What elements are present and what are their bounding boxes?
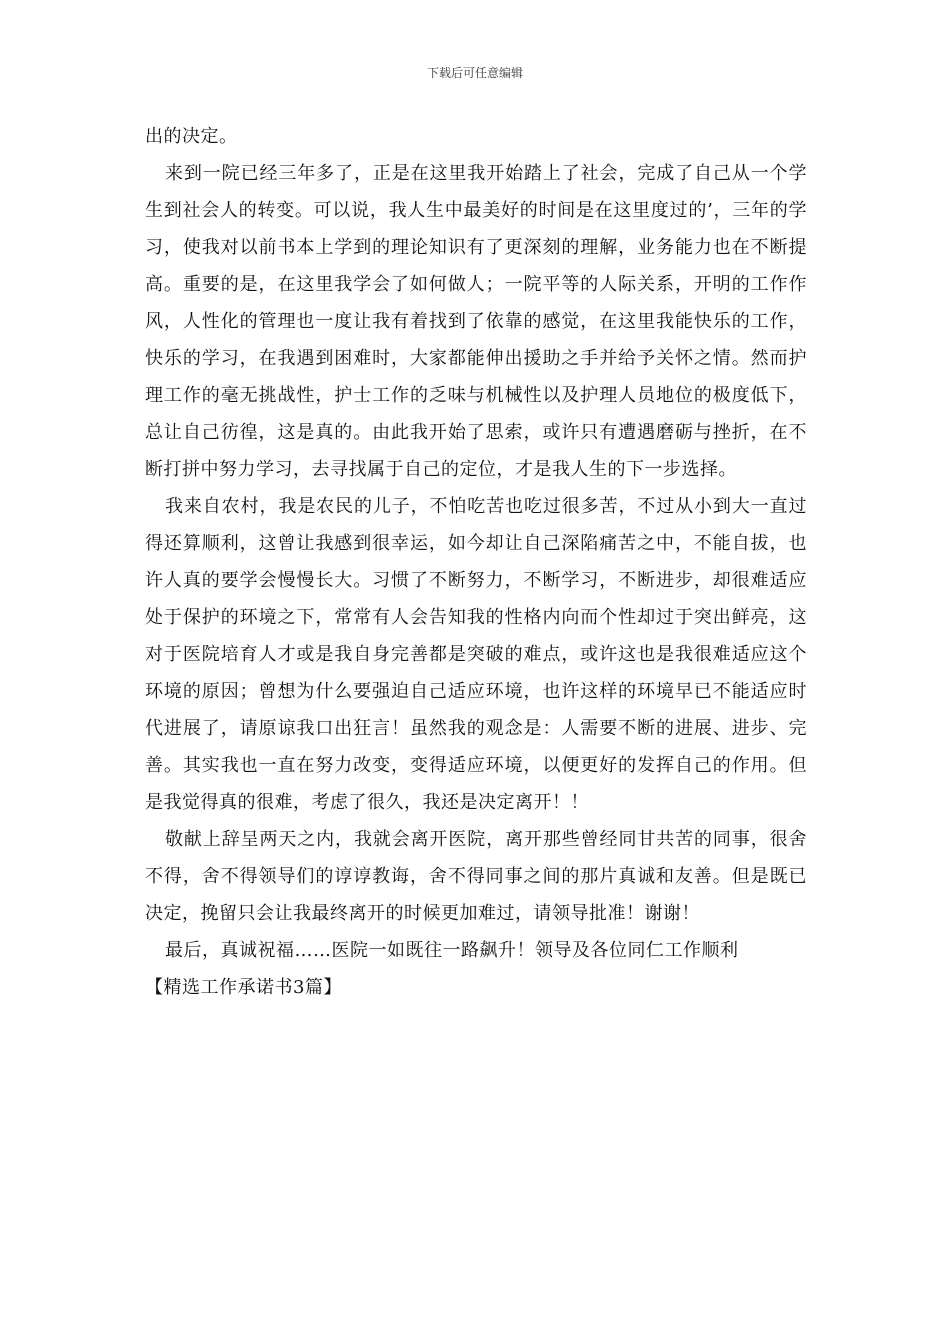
paragraph-closing-wishes: 最后，真诚祝福……医院一如既往一路飙升！领导及各位同仁工作顺利 [165,940,739,961]
paragraph-hospital-experience: 来到一院已经三年多了，正是在这里我开始踏上了社会，完成了自己从一个学生到社会人的转变。可以说，我人生中最美好的时间是在这里度过的’，三年的学习，使我对以前书本上学到的理论知识有了更深刻的理解，业务能力也在不断提高。重要的是，在这里我学会了如何做人；一院平等的人际关系，开明的工作作风，人性化的管理也一度让我有着找到了依靠的感觉，在这里我能快乐的工作，快乐的学习，在我遇到困难时，大家都能伸出援助之手并给予关怀之情。然而护理工作的毫无挑战性，护士工作的乏味与机械性以及护理人员地位的极度低下，总让自己彷徨，这是真的。由此我开始了思索，或许只有遭遇磨砺与挫折，在不断打拼中努力学习，去寻找属于自己的定位，才是我人生的下一步选择。 [145,163,807,480]
page-header-note: 下载后可任意编辑 [426,66,523,80]
section-heading: 【精选工作承诺书3篇】 [145,977,342,998]
paragraph-continuation: 出的决定。 [145,126,238,147]
document-body [145,118,807,1006]
paragraph-resignation-notice: 敬献上辞呈两天之内，我就会离开医院，离开那些曾经同甘共苦的同事，很舍不得，舍不得领导们的谆谆教诲，舍不得同事之间的那片真诚和友善。但是既已决定，挽留只会让我最终离开的时候更加难过，请领导批准！谢谢！ [145,829,807,924]
paragraph-personal-background: 我来自农村，我是农民的儿子，不怕吃苦也吃过很多苦，不过从小到大一直过得还算顺利，这曾让我感到很幸运，如今却让自己深陷痛苦之中，不能自拔，也许人真的要学会慢慢长大。习惯了不断努力，不断学习，不断进步，却很难适应处于保护的环境之下，常常有人会告知我的性格内向而个性却过于突出鲜亮，这对于医院培育人才或是我自身完善都是突破的难点，或许这也是我很难适应这个环境的原因；曾想为什么要强迫自己适应环境，也许这样的环境早已不能适应时代进展了，请原谅我口出狂言！虽然我的观念是：人需要不断的进展、进步、完善。其实我也一直在努力改变，变得适应环境，以便更好的发挥自己的作用。但是我觉得真的很难，考虑了很久，我还是决定离开！！ [145,496,807,813]
